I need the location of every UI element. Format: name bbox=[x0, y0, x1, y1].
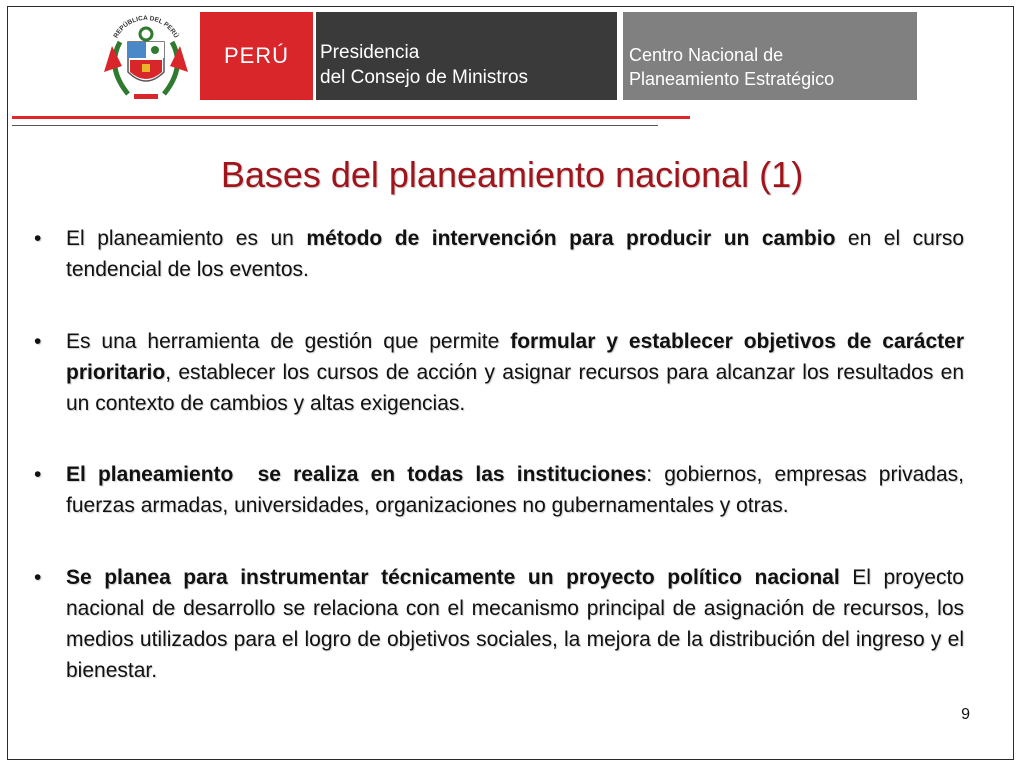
bullet-1-bold: método de intervención para producir un cambio bbox=[306, 227, 836, 250]
bullet-4-bold: Se planea para instrumentar técnicamente un proyecto político nacional bbox=[66, 566, 840, 589]
bullet-dot: • bbox=[34, 227, 42, 250]
bullet-dot: • bbox=[34, 463, 42, 486]
bullet-4-post: El proyecto nacional de desarrollo se relaciona con el mecanismo principal de asignación de recursos, los medios utilizados para el logro de objetivos sociales, la mejora de la distribución del ingreso y el bienestar. bbox=[66, 566, 964, 682]
bullet-item-4 bbox=[34, 562, 964, 686]
pcm-line2: del Consejo de Ministros bbox=[320, 67, 529, 88]
pcm-label-block bbox=[316, 12, 617, 100]
bullet-1-pre: El planeamiento es un bbox=[66, 227, 307, 250]
bullet-dot: • bbox=[34, 330, 42, 353]
bullet-2-pre: Es una herramienta de gestión que permite bbox=[66, 330, 511, 353]
bullet-2-post: , establecer los cursos de acción y asignar recursos para alcanzar los resultados en un contexto de cambios y altas exigencias. bbox=[66, 361, 964, 415]
logo-top-text: REPÚBLICA DEL PERÚ bbox=[112, 14, 180, 40]
bullet-list bbox=[34, 223, 964, 686]
ceplan-line1: Centro Nacional de bbox=[629, 45, 784, 65]
bullet-dot: • bbox=[34, 566, 42, 589]
ceplan-label-block bbox=[623, 12, 917, 100]
slide-title: Bases del planeamiento nacional (1) bbox=[220, 154, 804, 195]
header-gray-divider bbox=[12, 125, 658, 126]
bullet-3-post: : gobiernos, empresas privadas, fuerzas armadas, universidades, organizaciones no gubernamentales y otras. bbox=[66, 463, 964, 517]
bullet-item-1 bbox=[34, 223, 964, 285]
bullet-2-bold: formular y establecer objetivos de carácter prioritario bbox=[66, 330, 965, 384]
peru-label: PERÚ bbox=[223, 43, 290, 68]
bullet-item-2 bbox=[34, 326, 964, 419]
bullet-3-bold: El planeamiento se realiza en todas las instituciones bbox=[66, 463, 647, 486]
header-red-divider bbox=[12, 116, 690, 119]
ceplan-line2: Planeamiento Estratégico bbox=[629, 69, 835, 89]
peru-label-block bbox=[200, 12, 313, 100]
coat-of-arms-logo bbox=[100, 12, 192, 102]
bullet-item-3 bbox=[34, 459, 964, 521]
pcm-line1: Presidencia bbox=[320, 42, 420, 63]
bullet-1-post: en el curso tendencial de los eventos. bbox=[66, 227, 965, 281]
page-number: 9 bbox=[961, 706, 970, 723]
